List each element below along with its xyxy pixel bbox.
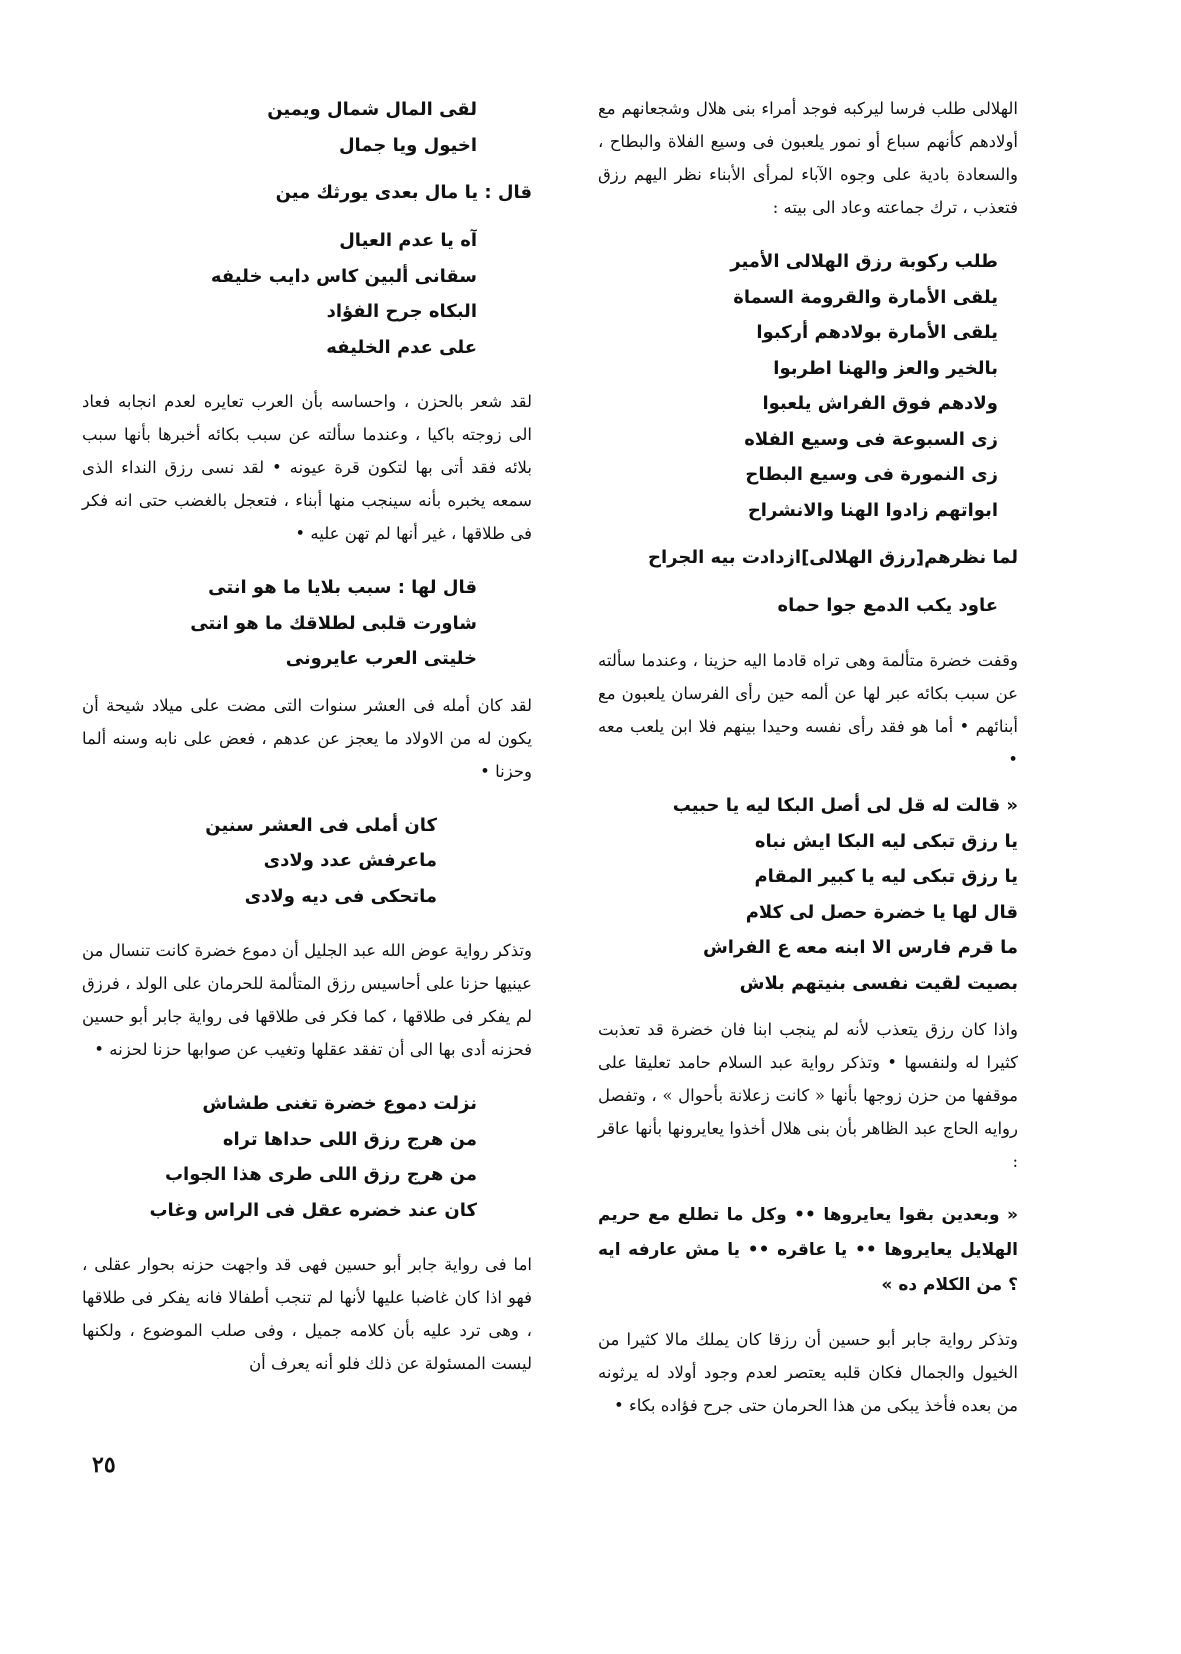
verse-line: ماتحكى فى ديه ولادى bbox=[244, 885, 437, 907]
verse-line: كان أملى فى العشر سنين bbox=[205, 814, 437, 836]
verse-line: سقانى ألبين كاس دايب خليفه bbox=[210, 265, 477, 287]
verse-line: يلقى الأمارة والقرومة السماة bbox=[733, 286, 998, 308]
verse-block bbox=[82, 92, 532, 163]
verse-line: على عدم الخليفه bbox=[326, 336, 477, 358]
verse-line: لما نظرهم[رزق الهلالى]ازدادت بيه الجراح bbox=[648, 547, 1018, 568]
verse-line: ماعرفش عدد ولادى bbox=[263, 850, 437, 871]
verse-line: خليتى العرب عايرونى bbox=[285, 648, 477, 669]
verse-block bbox=[598, 244, 1018, 528]
verse-line: ما قرم فارس الا ابنه معه ع الفراش bbox=[702, 937, 1018, 958]
verse-line: من هرج رزق اللى طرى هذا الجواب bbox=[164, 1164, 477, 1185]
verse-line: البكاه جرح الفؤاد bbox=[326, 301, 477, 322]
verse-line: آه يا عدم العيال bbox=[339, 230, 477, 251]
paragraph: لقد كان أمله فى العشر سنوات التى مضت على ميلاد شيحة أن يكون له من الاولاد ما يعجز عن عدهم ، فعض على نابه وسنه ألما وحزنا • bbox=[82, 695, 532, 781]
verse-line: عاود يكب الدمع جوا حماه bbox=[777, 595, 998, 616]
verse-block bbox=[82, 1086, 532, 1228]
verse-block bbox=[82, 570, 532, 677]
verse-line: يلقى الأمارة بولادهم أركبوا bbox=[756, 322, 998, 343]
verse-line: زى السبوعة فى وسيع الفلاه bbox=[744, 428, 998, 450]
verse-line: اخيول ويا جمال bbox=[338, 134, 477, 156]
verse-line: يا رزق تبكى ليه البكا ايش نباه bbox=[754, 830, 1018, 852]
verse-block bbox=[598, 788, 1018, 1001]
page-number: ٢٥ bbox=[92, 1452, 116, 1478]
verse-line: ابواتهم زادوا الهنا والانشراح bbox=[747, 499, 998, 521]
paragraph: اما فى رواية جابر أبو حسين فهى قد واجهت حزنه بحوار عقلى ، فهو اذا كان غاضبا عليها لأنها لم تنجب أطفالا فانه يفكر فى طلاقها ، وهى ترد عليه بأن كلامه جميل ، وفى صلب الموضوع ، ولكنها ليست المسئولة عن ذلك فلو أنه يعرف أن bbox=[82, 1255, 532, 1373]
verse-line: طلب ركوبة رزق الهلالى الأمير bbox=[730, 251, 998, 272]
paragraph: الهلالى طلب فرسا ليركبه فوجد أمراء بنى هلال وشجعانهم مع أولادهم كأنهم سباع أو نمور يلعبون فى وسيع الفلاة والبطاح ، والسعادة بادية على وجوه الآباء لمرأى الأبناء نظر اليهم رزق فتعذب ، ترك جماعته وعاد الى بيته : bbox=[598, 99, 1018, 217]
verse-line: ولادهم فوق الفراش يلعبوا bbox=[762, 393, 998, 414]
quote-block: « وبعدين بقوا يعايروها •• وكل ما تطلع مع حريم الهلايل يعايروها •• يا عاقره •• يا مش عارفه ايه ؟ من الكلام ده » bbox=[598, 1205, 1018, 1295]
verse-line: « قالت له قل لى أصل البكا ليه يا حبيب bbox=[672, 795, 1018, 816]
verse-line: بالخير والعز والهنا اطربوا bbox=[773, 357, 998, 379]
verse-block bbox=[82, 808, 532, 915]
paragraph: لقد شعر بالحزن ، واحساسه بأن العرب تعايره لعدم انجابه فعاد الى زوجته باكيا ، وعندما سألته عن سبب بكائه أخبرها بأنها سبب بلائه فقد أتى بها لتكون قرة عيونه • لقد نسى رزق النداء الذى سمعه يخبره بأنه سينجب منها أبناء ، فتعجل بالغضب حتى انه فكر فى طلاقها ، غير أنها لم تهن عليه • bbox=[82, 392, 532, 543]
verse-line: نزلت دموع خضرة تغنى طشاش bbox=[202, 1093, 477, 1114]
verse-line: من هرج رزق اللى حداها تراه bbox=[222, 1128, 477, 1150]
verse-line: يا رزق تبكى ليه يا كبير المقام bbox=[754, 866, 1018, 887]
verse-line: زى النمورة فى وسيع البطاح bbox=[745, 464, 998, 485]
left-column bbox=[82, 92, 532, 1380]
verse-line: قال : يا مال بعدى يورثك مين bbox=[275, 182, 532, 203]
verse-line: بصيت لقيت نفسى بنيتهم بلاش bbox=[739, 972, 1018, 994]
verse-line: لقى المال شمال ويمين bbox=[267, 99, 477, 120]
verse-line: كان عند خضره عقل فى الراس وغاب bbox=[149, 1199, 477, 1221]
verse-block bbox=[82, 223, 532, 365]
paragraph: وقفت خضرة متألمة وهى تراه قادما اليه حزينا ، وعندما سألته عن سبب بكائه عبر لها عن ألمه حين رأى الفرسان يلعبون مع أبنائهم • أما هو فقد رأى نفسه وحيدا بينهم فلا ابن يلعب معه • bbox=[598, 651, 1018, 769]
paragraph: وتذكر رواية جابر أبو حسين أن رزقا كان يملك مالا كثيرا من الخيول والجمال فكان قلبه يعتصر لعدم وجود أولاد له يرثونه من بعده فأخذ يبكى من هذا الحرمان حتى جرح فؤاده بكاء • bbox=[598, 1330, 1018, 1415]
paragraph: واذا كان رزق يتعذب لأنه لم ينجب ابنا فان خضرة قد تعذبت كثيرا له ولنفسها • وتذكر رواية عبد السلام حامد تعليقا على موقفها من حزن زوجها بأنها « كانت زعلانة بأحوال » ، وتفصل روايه الحاج عبد الظاهر بأن بنى هلال أخذوا يعايرونها بأنها عاقر : bbox=[598, 1020, 1018, 1171]
right-column bbox=[598, 92, 1018, 1422]
paragraph: وتذكر رواية عوض الله عبد الجليل أن دموع خضرة كانت تنسال من عينيها حزنا على أحاسيس رزق المتألمة للحرمان على الولد ، فرزق لم يفكر فى طلاقها ، كما فكر فى طلاقها فى رواية جابر أبو حسين فحزنه أدى بها الى أن تفقد عقلها وتغيب عن صوابها حزنا لحزنه • bbox=[82, 941, 532, 1059]
verse-line: شاورت قلبى لطلاقك ما هو انتى bbox=[190, 612, 477, 634]
verse-line: قال لها : سبب بلايا ما هو انتى bbox=[208, 577, 477, 598]
verse-line: قال لها يا خضرة حصل لى كلام bbox=[745, 901, 1018, 923]
